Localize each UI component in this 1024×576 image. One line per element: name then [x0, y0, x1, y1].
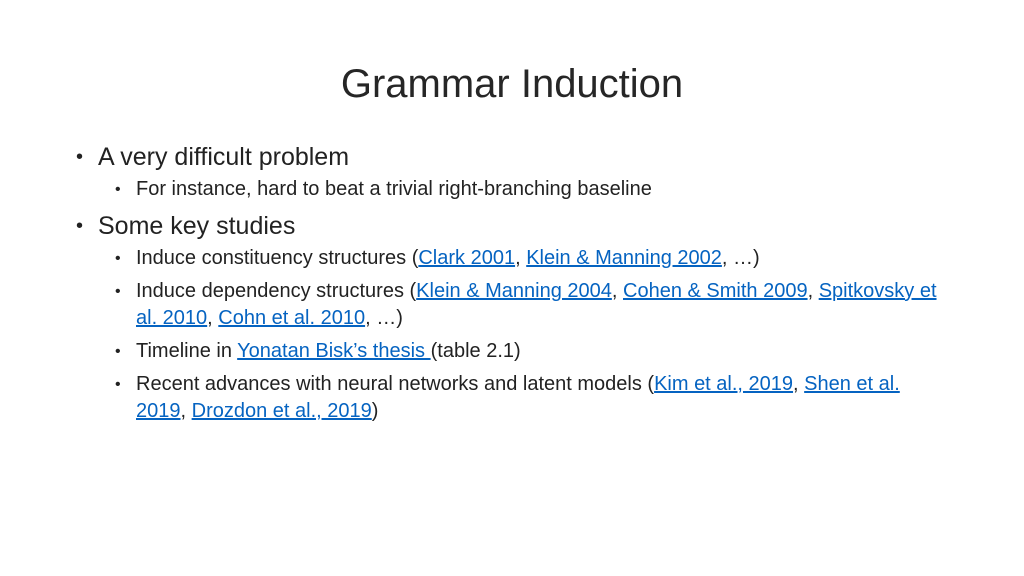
text-prefix: Recent advances with neural networks and latent models ( [136, 373, 655, 395]
text-separator: , [807, 280, 819, 302]
text-prefix: Induce dependency structures ( [136, 280, 417, 302]
bullet-dot: • [115, 343, 121, 360]
text-separator: , [515, 247, 527, 269]
sub-bullet-constituency [72, 245, 952, 272]
bullet-dot: • [115, 283, 121, 300]
sub-bullet-timeline [72, 338, 952, 365]
sub-bullet-right-branching [72, 176, 952, 203]
link-klein-manning-2004[interactable]: Klein & Manning 2004 [416, 280, 612, 302]
text-suffix: (table 2.1) [430, 340, 521, 362]
link-cohen-smith-2009[interactable]: Cohen & Smith 2009 [623, 280, 808, 302]
text-separator: , [793, 373, 805, 395]
text-separator: , [207, 307, 219, 329]
link-kim-2019[interactable]: Kim et al., 2019 [654, 373, 794, 395]
text-separator: , [180, 400, 192, 422]
sub-bullet-text: For instance, hard to beat a trivial right-branching baseline [136, 178, 652, 200]
link-drozdon-2019[interactable]: Drozdon et al., 2019 [191, 400, 372, 422]
bullet-difficult-problem [72, 140, 952, 174]
text-separator: , [611, 280, 623, 302]
link-bisk-thesis[interactable]: Yonatan Bisk’s thesis [237, 340, 431, 362]
slide-content [72, 136, 952, 431]
bullet-dot: • [76, 146, 84, 168]
sub-bullet-dependency [72, 278, 952, 332]
text-prefix: Induce constituency structures ( [136, 247, 419, 269]
text-prefix: Timeline in [136, 340, 238, 362]
link-klein-manning-2002[interactable]: Klein & Manning 2002 [526, 247, 722, 269]
slide-title: Grammar Induction [340, 62, 684, 106]
text-suffix: , …) [365, 307, 403, 329]
text-suffix: , …) [721, 247, 760, 269]
link-spitkovsky-2010[interactable]: Spitkovsky et al. 2010 [136, 280, 937, 329]
bullet-text: A very difficult problem [98, 143, 350, 171]
bullet-text: Some key studies [98, 212, 296, 240]
bullet-key-studies [72, 209, 952, 243]
link-clark-2001[interactable]: Clark 2001 [418, 247, 516, 269]
bullet-dot: • [115, 250, 121, 267]
text-suffix: ) [371, 400, 379, 422]
link-cohn-2010[interactable]: Cohn et al. 2010 [218, 307, 366, 329]
link-shen-2019[interactable]: Shen et al. 2019 [136, 373, 900, 422]
bullet-dot: • [115, 181, 121, 198]
bullet-dot: • [76, 215, 84, 237]
bullet-dot: • [115, 376, 121, 393]
sub-bullet-neural [72, 371, 952, 425]
